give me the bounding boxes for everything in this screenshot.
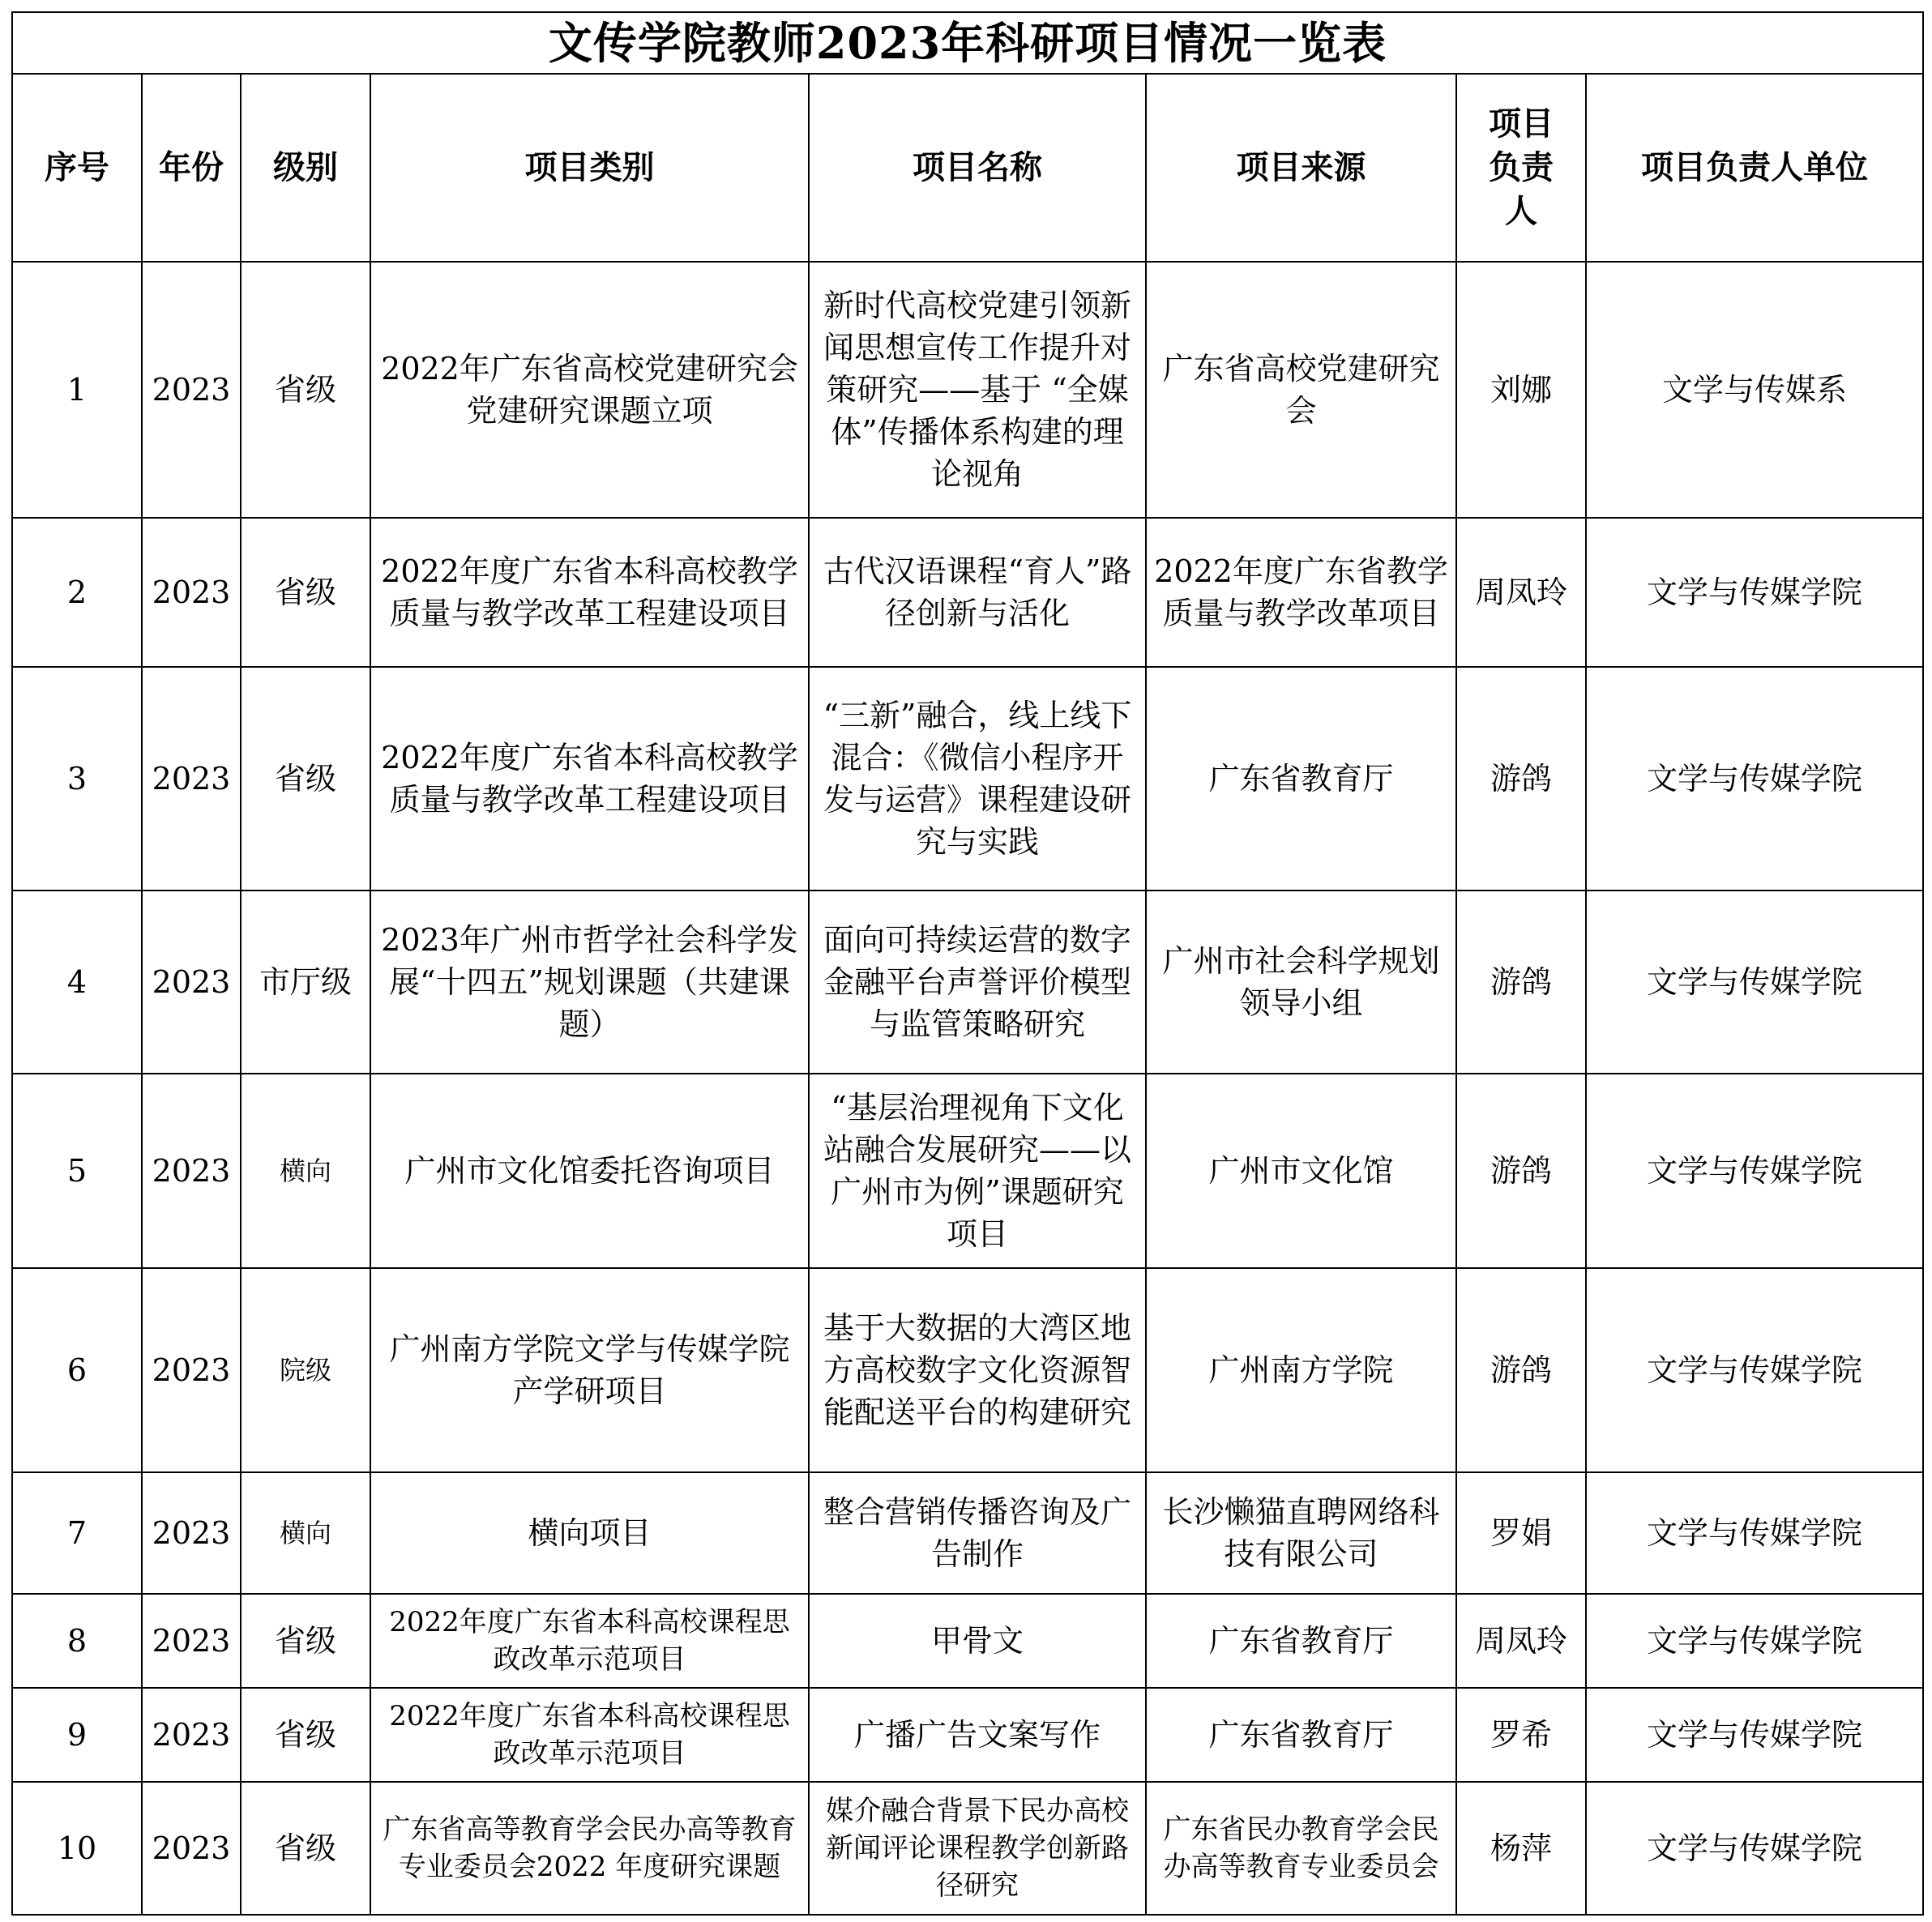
cell-level: 横向: [241, 1472, 370, 1594]
cell-category: 2022年度广东省本科高校教学质量与教学改革工程建设项目: [370, 518, 809, 667]
cell-source: 长沙懒猫直聘网络科技有限公司: [1146, 1472, 1456, 1594]
title-row: [12, 12, 1923, 74]
cell-seq: 8: [12, 1594, 142, 1688]
table-row: [12, 667, 1923, 891]
header-source: 项目来源: [1146, 74, 1456, 262]
cell-category: 2022年广东省高校党建研究会党建研究课题立项: [370, 262, 809, 518]
cell-seq: 2: [12, 518, 142, 667]
header-unit: 项目负责人单位: [1586, 74, 1923, 262]
cell-leader: 游鸽: [1456, 667, 1586, 891]
cell-category: 广州市文化馆委托咨询项目: [370, 1074, 809, 1268]
cell-leader: 游鸽: [1456, 1268, 1586, 1472]
cell-unit: 文学与传媒学院: [1586, 1472, 1923, 1594]
cell-unit: 文学与传媒系: [1586, 262, 1923, 518]
cell-level: 省级: [241, 667, 370, 891]
header-level: 级别: [241, 74, 370, 262]
cell-level: 市厅级: [241, 891, 370, 1074]
cell-level: 院级: [241, 1268, 370, 1472]
cell-source: 广州市社会科学规划领导小组: [1146, 891, 1456, 1074]
cell-level: 省级: [241, 1594, 370, 1688]
cell-category: 2022年度广东省本科高校课程思政改革示范项目: [370, 1594, 809, 1688]
header-name: 项目名称: [809, 74, 1146, 262]
cell-leader: 罗希: [1456, 1688, 1586, 1782]
cell-name: 整合营销传播咨询及广告制作: [809, 1472, 1146, 1594]
cell-source: 广东省民办教育学会民办高等教育专业委员会: [1146, 1782, 1456, 1915]
cell-source: 广东省教育厅: [1146, 1688, 1456, 1782]
cell-year: 2023: [142, 667, 241, 891]
cell-source: 广东省高校党建研究会: [1146, 262, 1456, 518]
cell-level: 省级: [241, 1782, 370, 1915]
cell-year: 2023: [142, 1472, 241, 1594]
cell-year: 2023: [142, 1594, 241, 1688]
cell-category: 横向项目: [370, 1472, 809, 1594]
cell-level: 省级: [241, 1688, 370, 1782]
cell-name: “基层治理视角下文化站融合发展研究——以广州市为例”课题研究项目: [809, 1074, 1146, 1268]
cell-seq: 3: [12, 667, 142, 891]
projects-table: [11, 11, 1924, 1916]
cell-seq: 1: [12, 262, 142, 518]
cell-name: 广播广告文案写作: [809, 1688, 1146, 1782]
header-category: 项目类别: [370, 74, 809, 262]
cell-category: 广州南方学院文学与传媒学院产学研项目: [370, 1268, 809, 1472]
cell-category: 广东省高等教育学会民办高等教育专业委员会2022 年度研究课题: [370, 1782, 809, 1915]
cell-seq: 10: [12, 1782, 142, 1915]
cell-name: 面向可持续运营的数字金融平台声誉评价模型与监管策略研究: [809, 891, 1146, 1074]
cell-year: 2023: [142, 1782, 241, 1915]
cell-level: 省级: [241, 262, 370, 518]
cell-leader: 刘娜: [1456, 262, 1586, 518]
cell-leader: 游鸽: [1456, 891, 1586, 1074]
cell-level: 横向: [241, 1074, 370, 1268]
cell-seq: 5: [12, 1074, 142, 1268]
cell-name: 媒介融合背景下民办高校新闻评论课程教学创新路径研究: [809, 1782, 1146, 1915]
cell-category: 2023年广州市哲学社会科学发展“十四五”规划课题（共建课题）: [370, 891, 809, 1074]
cell-leader: 杨萍: [1456, 1782, 1586, 1915]
cell-source: 广州市文化馆: [1146, 1074, 1456, 1268]
cell-year: 2023: [142, 1074, 241, 1268]
header-row: [12, 74, 1923, 262]
cell-leader: 周凤玲: [1456, 1594, 1586, 1688]
cell-leader: 罗娟: [1456, 1472, 1586, 1594]
table-row: [12, 1268, 1923, 1472]
cell-year: 2023: [142, 1268, 241, 1472]
table-row: [12, 518, 1923, 667]
cell-leader: 游鸽: [1456, 1074, 1586, 1268]
table-row: [12, 1472, 1923, 1594]
table-row: [12, 1688, 1923, 1782]
cell-unit: 文学与传媒学院: [1586, 1594, 1923, 1688]
cell-category: 2022年度广东省本科高校教学质量与教学改革工程建设项目: [370, 667, 809, 891]
table-row: [12, 1594, 1923, 1688]
cell-year: 2023: [142, 518, 241, 667]
cell-name: 基于大数据的大湾区地方高校数字文化资源智能配送平台的构建研究: [809, 1268, 1146, 1472]
cell-source: 广州南方学院: [1146, 1268, 1456, 1472]
cell-year: 2023: [142, 262, 241, 518]
cell-name: 古代汉语课程“育人”路径创新与活化: [809, 518, 1146, 667]
cell-seq: 7: [12, 1472, 142, 1594]
cell-name: “三新”融合，线上线下混合：《微信小程序开发与运营》课程建设研究与实践: [809, 667, 1146, 891]
cell-unit: 文学与传媒学院: [1586, 1688, 1923, 1782]
cell-source: 2022年度广东省教学质量与教学改革项目: [1146, 518, 1456, 667]
table-row: [12, 1074, 1923, 1268]
cell-unit: 文学与传媒学院: [1586, 667, 1923, 891]
cell-unit: 文学与传媒学院: [1586, 518, 1923, 667]
cell-name: 新时代高校党建引领新闻思想宣传工作提升对策研究——基于 “全媒体”传播体系构建的理论视角: [809, 262, 1146, 518]
cell-source: 广东省教育厅: [1146, 1594, 1456, 1688]
header-leader: 项目负责人: [1456, 74, 1586, 262]
cell-leader: 周凤玲: [1456, 518, 1586, 667]
header-year: 年份: [142, 74, 241, 262]
cell-level: 省级: [241, 518, 370, 667]
table-row: [12, 262, 1923, 518]
page-title: 文传学院教师2023年科研项目情况一览表: [12, 12, 1923, 74]
cell-source: 广东省教育厅: [1146, 667, 1456, 891]
cell-seq: 6: [12, 1268, 142, 1472]
cell-unit: 文学与传媒学院: [1586, 891, 1923, 1074]
cell-year: 2023: [142, 891, 241, 1074]
cell-name: 甲骨文: [809, 1594, 1146, 1688]
cell-category: 2022年度广东省本科高校课程思政改革示范项目: [370, 1688, 809, 1782]
cell-year: 2023: [142, 1688, 241, 1782]
table-row: [12, 1782, 1923, 1915]
cell-unit: 文学与传媒学院: [1586, 1074, 1923, 1268]
cell-unit: 文学与传媒学院: [1586, 1268, 1923, 1472]
cell-seq: 4: [12, 891, 142, 1074]
header-seq: 序号: [12, 74, 142, 262]
cell-unit: 文学与传媒学院: [1586, 1782, 1923, 1915]
cell-seq: 9: [12, 1688, 142, 1782]
table-row: [12, 891, 1923, 1074]
